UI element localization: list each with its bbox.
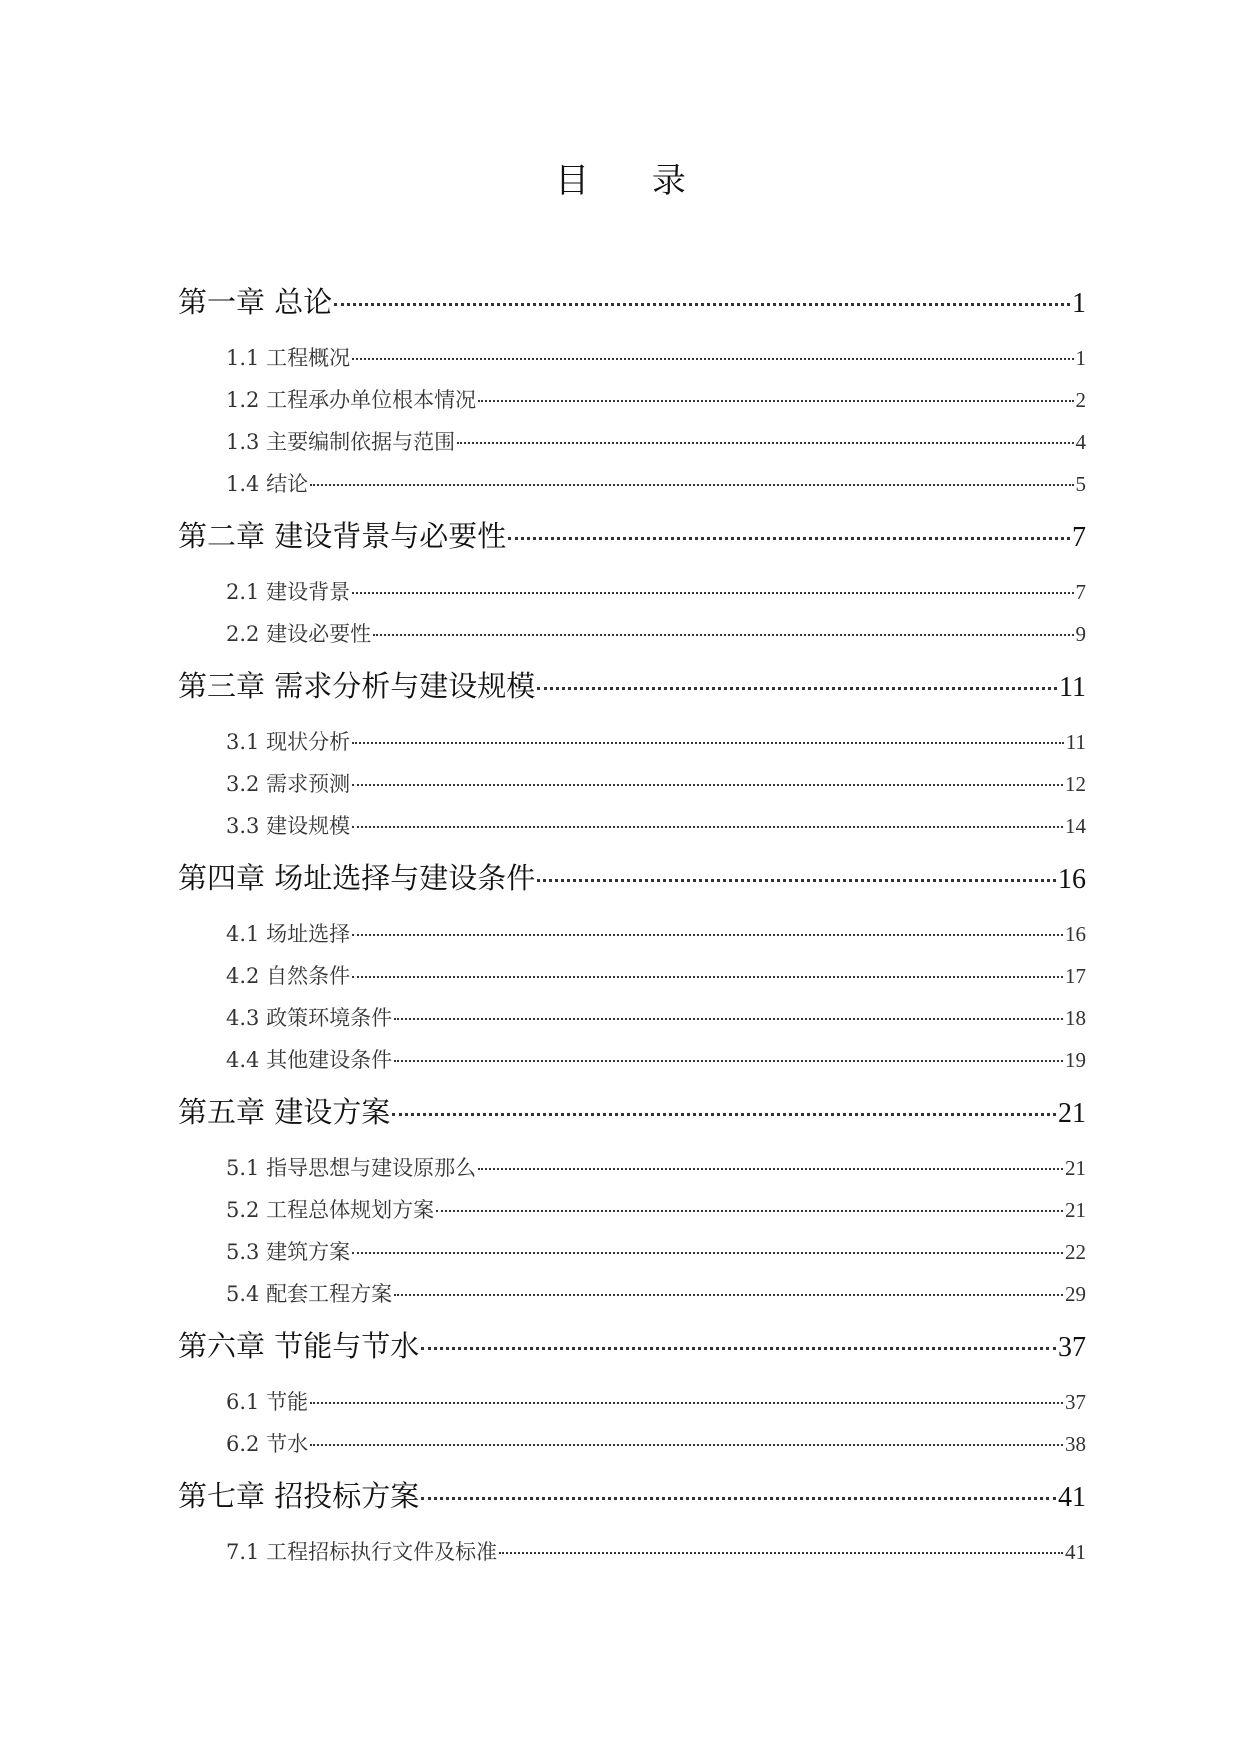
toc-entry-page-number: 16 (1065, 922, 1086, 946)
toc-entry-page-number: 4 (1075, 430, 1086, 454)
dot-leader (310, 1444, 1063, 1446)
dot-leader (394, 1060, 1063, 1062)
dot-leader (457, 442, 1073, 444)
toc-section-entry[interactable] (178, 384, 1086, 426)
toc-entry-label: 1.4 结论 (226, 472, 309, 496)
toc-entry-page-number: 37 (1065, 1390, 1086, 1414)
toc-entry-label: 1.2 工程承办单位根本情况 (226, 388, 477, 412)
toc-section-entry[interactable] (178, 1044, 1086, 1086)
dot-leader (352, 592, 1073, 594)
toc-section-entry[interactable] (178, 1236, 1086, 1278)
toc-entry-label: 4.2 自然条件 (226, 964, 351, 988)
toc-entry-page-number: 11 (1059, 672, 1086, 703)
dot-leader (478, 1168, 1063, 1170)
toc-entry-page-number: 17 (1065, 964, 1086, 988)
toc-entry-page-number: 16 (1058, 864, 1086, 895)
dot-leader (373, 634, 1073, 636)
toc-section-entry[interactable] (178, 468, 1086, 510)
dot-leader (537, 687, 1057, 690)
toc-entry-label: 6.2 节水 (226, 1432, 309, 1456)
toc-entry-label: 7.1 工程招标执行文件及标准 (226, 1540, 498, 1564)
toc-section-entry[interactable] (178, 1194, 1086, 1236)
toc-chapter-entry[interactable] (178, 1474, 1086, 1515)
toc-entry-label: 2.2 建设必要性 (226, 622, 372, 646)
toc-entry-label: 第二章 建设背景与必要性 (178, 519, 507, 553)
toc-chapter-entry[interactable] (178, 514, 1086, 555)
toc-entry-page-number: 14 (1065, 814, 1086, 838)
dot-leader (392, 1113, 1056, 1116)
toc-entry-page-number: 41 (1058, 1482, 1086, 1513)
toc-section-entry[interactable] (178, 918, 1086, 960)
toc-section-entry[interactable] (178, 1386, 1086, 1428)
toc-entry-label: 第四章 场址选择与建设条件 (178, 861, 536, 895)
toc-section-entry[interactable] (178, 1278, 1086, 1320)
toc-section-entry[interactable] (178, 1428, 1086, 1470)
toc-entry-label: 3.1 现状分析 (226, 730, 351, 754)
toc-entry-label: 第一章 总论 (178, 285, 333, 319)
toc-section-entry[interactable] (178, 576, 1086, 618)
toc-entry-page-number: 29 (1065, 1282, 1086, 1306)
page-title: 目 录 (555, 161, 712, 201)
toc-entry-page-number: 37 (1058, 1332, 1086, 1363)
toc-chapter-entry[interactable] (178, 280, 1086, 321)
dot-leader (310, 484, 1073, 486)
dot-leader (537, 879, 1056, 882)
toc-section-entry[interactable] (178, 726, 1086, 768)
toc-entry-page-number: 1 (1075, 346, 1086, 370)
dot-leader (394, 1018, 1063, 1020)
toc-section-entry[interactable] (178, 768, 1086, 810)
toc-entry-page-number: 21 (1065, 1156, 1086, 1180)
toc-chapter-entry[interactable] (178, 1324, 1086, 1365)
toc-entry-page-number: 5 (1075, 472, 1086, 496)
toc-entry-page-number: 12 (1065, 772, 1086, 796)
toc-entry-page-number: 11 (1065, 730, 1086, 754)
toc-section-entry[interactable] (178, 960, 1086, 1002)
toc-entry-label: 6.1 节能 (226, 1390, 309, 1414)
toc-entry-label: 3.2 需求预测 (226, 772, 351, 796)
toc-entry-page-number: 18 (1065, 1006, 1086, 1030)
toc-entry-label: 2.1 建设背景 (226, 580, 351, 604)
toc-entry-page-number: 22 (1065, 1240, 1086, 1264)
dot-leader (352, 784, 1063, 786)
toc-entry-page-number: 21 (1065, 1198, 1086, 1222)
dot-leader (352, 976, 1063, 978)
toc-entry-page-number: 7 (1075, 580, 1086, 604)
toc-entry-label: 4.1 场址选择 (226, 922, 351, 946)
dot-leader (394, 1294, 1063, 1296)
toc-section-entry[interactable] (178, 342, 1086, 384)
toc-entry-label: 1.3 主要编制依据与范围 (226, 430, 456, 454)
dot-leader (334, 303, 1070, 306)
toc-entry-page-number: 19 (1065, 1048, 1086, 1072)
dot-leader (352, 826, 1063, 828)
toc-entry-label: 5.2 工程总体规划方案 (226, 1198, 435, 1222)
toc-entry-label: 4.3 政策环境条件 (226, 1006, 393, 1030)
dot-leader (352, 742, 1064, 744)
toc-section-entry[interactable] (178, 810, 1086, 852)
toc-entry-label: 5.3 建筑方案 (226, 1240, 351, 1264)
toc-chapter-entry[interactable] (178, 1090, 1086, 1131)
toc-section-entry[interactable] (178, 1536, 1086, 1578)
dot-leader (352, 934, 1063, 936)
toc-section-entry[interactable] (178, 1152, 1086, 1194)
toc-entry-page-number: 21 (1058, 1098, 1086, 1129)
dot-leader (352, 1252, 1063, 1254)
toc-entry-label: 第七章 招投标方案 (178, 1479, 420, 1513)
toc-entry-label: 第六章 节能与节水 (178, 1329, 420, 1363)
dot-leader (436, 1210, 1063, 1212)
toc-entry-page-number: 9 (1075, 622, 1086, 646)
dot-leader (499, 1552, 1063, 1554)
toc-chapter-entry[interactable] (178, 856, 1086, 897)
toc-entry-label: 5.4 配套工程方案 (226, 1282, 393, 1306)
toc-entry-label: 4.4 其他建设条件 (226, 1048, 393, 1072)
toc-entry-label: 第三章 需求分析与建设规模 (178, 669, 536, 703)
toc-section-entry[interactable] (178, 1002, 1086, 1044)
toc-chapter-entry[interactable] (178, 664, 1086, 705)
dot-leader (478, 400, 1073, 402)
toc-entry-label: 第五章 建设方案 (178, 1095, 391, 1129)
toc-entry-label: 5.1 指导思想与建设原那么 (226, 1156, 477, 1180)
toc-entry-label: 3.3 建设规模 (226, 814, 351, 838)
toc-entry-page-number: 41 (1065, 1540, 1086, 1564)
toc-entry-page-number: 2 (1075, 388, 1086, 412)
toc-entry-label: 1.1 工程概况 (226, 346, 351, 370)
dot-leader (508, 537, 1070, 540)
dot-leader (421, 1497, 1056, 1500)
toc-section-entry[interactable] (178, 426, 1086, 468)
dot-leader (421, 1347, 1056, 1350)
table-of-contents (178, 280, 1086, 1578)
toc-entry-page-number: 38 (1065, 1432, 1086, 1456)
dot-leader (310, 1402, 1063, 1404)
dot-leader (352, 358, 1073, 360)
toc-entry-page-number: 1 (1072, 288, 1086, 319)
toc-entry-page-number: 7 (1072, 522, 1086, 553)
toc-section-entry[interactable] (178, 618, 1086, 660)
